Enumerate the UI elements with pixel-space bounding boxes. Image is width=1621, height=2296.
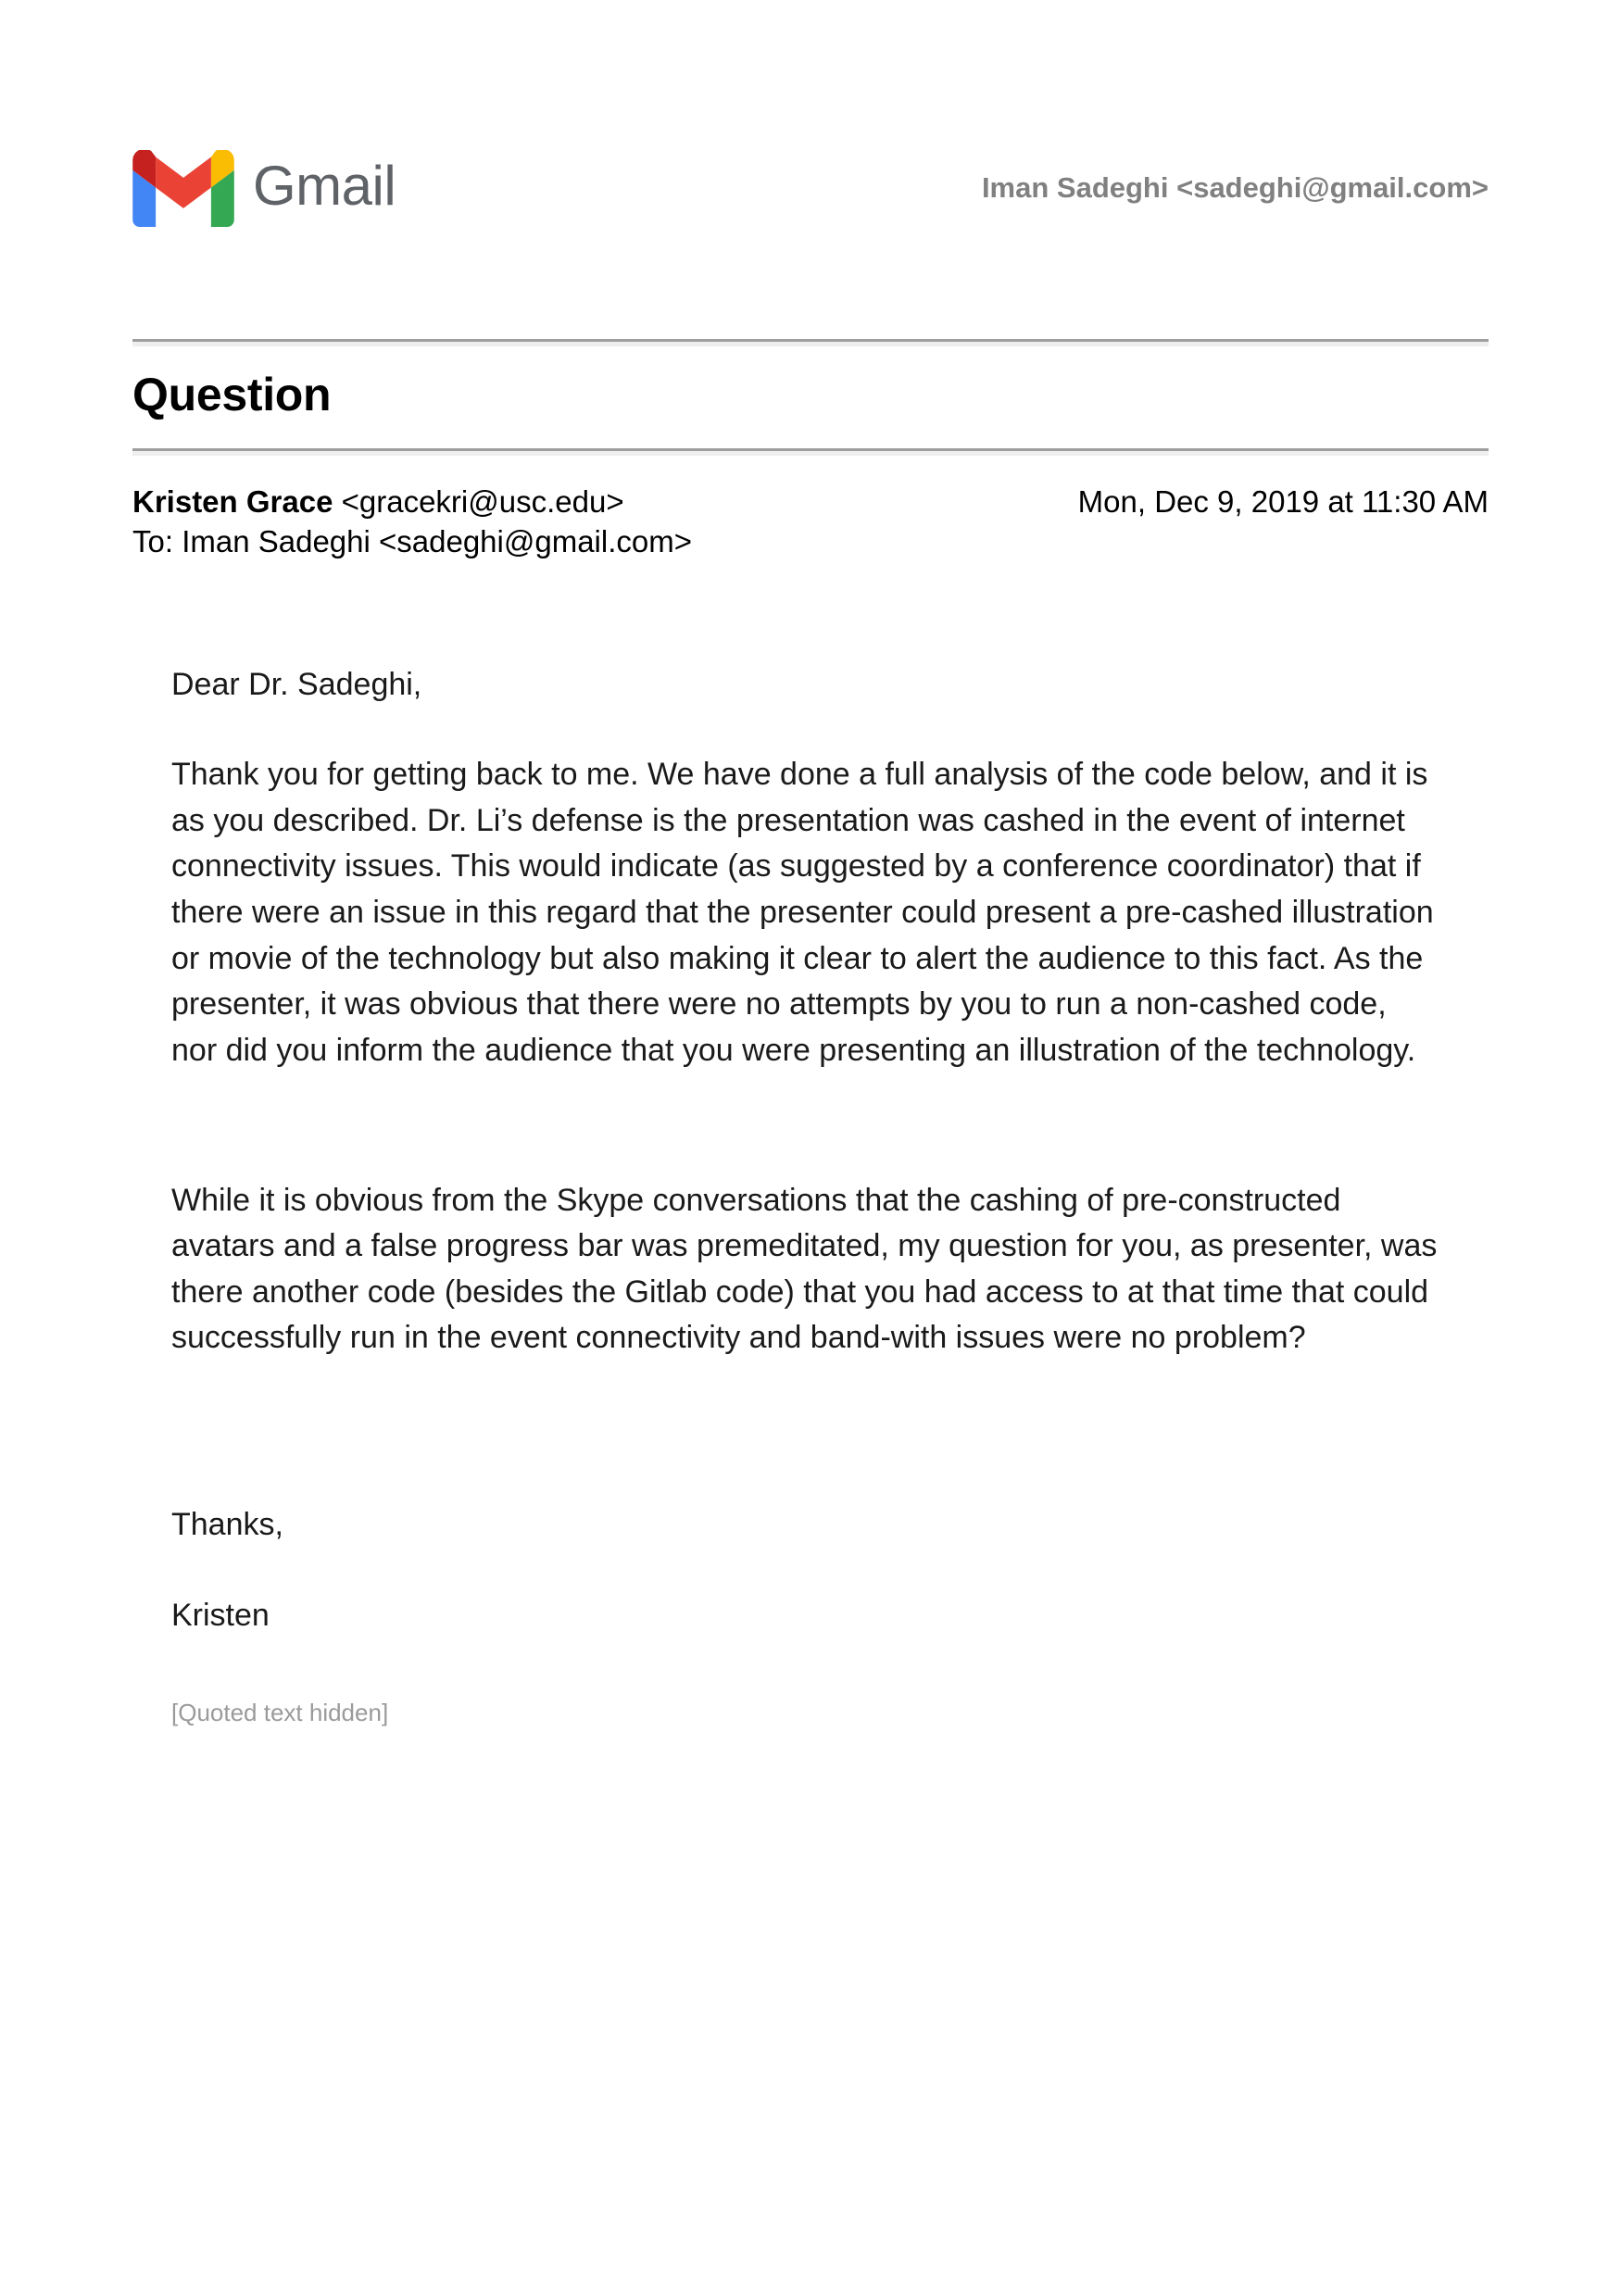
body-closing: Thanks, <box>171 1507 283 1543</box>
message-participants <box>132 482 692 562</box>
spacer <box>171 708 1440 752</box>
message-meta <box>132 482 1489 562</box>
gmail-wordmark: Gmail <box>253 155 396 217</box>
account-email-label: Iman Sadeghi <sadeghi@gmail.com> <box>981 171 1489 204</box>
body-signature: Kristen <box>171 1597 270 1633</box>
message-body <box>171 562 1440 1639</box>
sender-name: Kristen Grace <box>132 483 333 519</box>
body-paragraph-1: Thank you for getting back to me. We have done a full analysis of the code below, and it is as you described. Dr. Li’s defense is the presentation was cashed in the event of internet connectivity issues. This would indicate (as suggested by a conference coordinator) that if there were an issue in this regard that the presenter could present a pre-cashed illustration or movie of the technology but also making it clear to alert the audience to this fact. As the presenter, it was obvious that there were no attempts by you to run a non-cashed code, nor did you inform the audience that you were presenting an illustration of the technology. <box>171 757 1434 1068</box>
quoted-text-hidden-link[interactable]: [Quoted text hidden] <box>171 1699 389 1727</box>
body-greeting: Dear Dr. Sadeghi, <box>171 666 422 702</box>
mail-header <box>0 0 1621 228</box>
message-date: Mon, Dec 9, 2019 at 11:30 AM <box>1077 483 1489 519</box>
page-title: Question <box>132 369 332 420</box>
body-paragraph-2: While it is obvious from the Skype conversations that the cashing of pre-constructed avatars and a false progress bar was premeditated, my question for you, as presenter, was there another code (besides the Gitlab code) that you had access to at that time that could successfully run in the event connectivity and band-with issues were no problem? <box>171 1182 1438 1356</box>
gmail-brand <box>132 148 396 228</box>
divider-below-subject <box>132 448 1489 456</box>
gmail-m-icon <box>132 150 234 227</box>
recipient-line: To: Iman Sadeghi <sadeghi@gmail.com> <box>132 524 693 559</box>
divider-above-subject <box>132 339 1489 346</box>
spacer <box>171 1074 1440 1178</box>
spacer <box>171 1549 1440 1593</box>
sender-email: <gracekri@usc.edu> <box>341 483 624 519</box>
spacer <box>171 1361 1440 1502</box>
